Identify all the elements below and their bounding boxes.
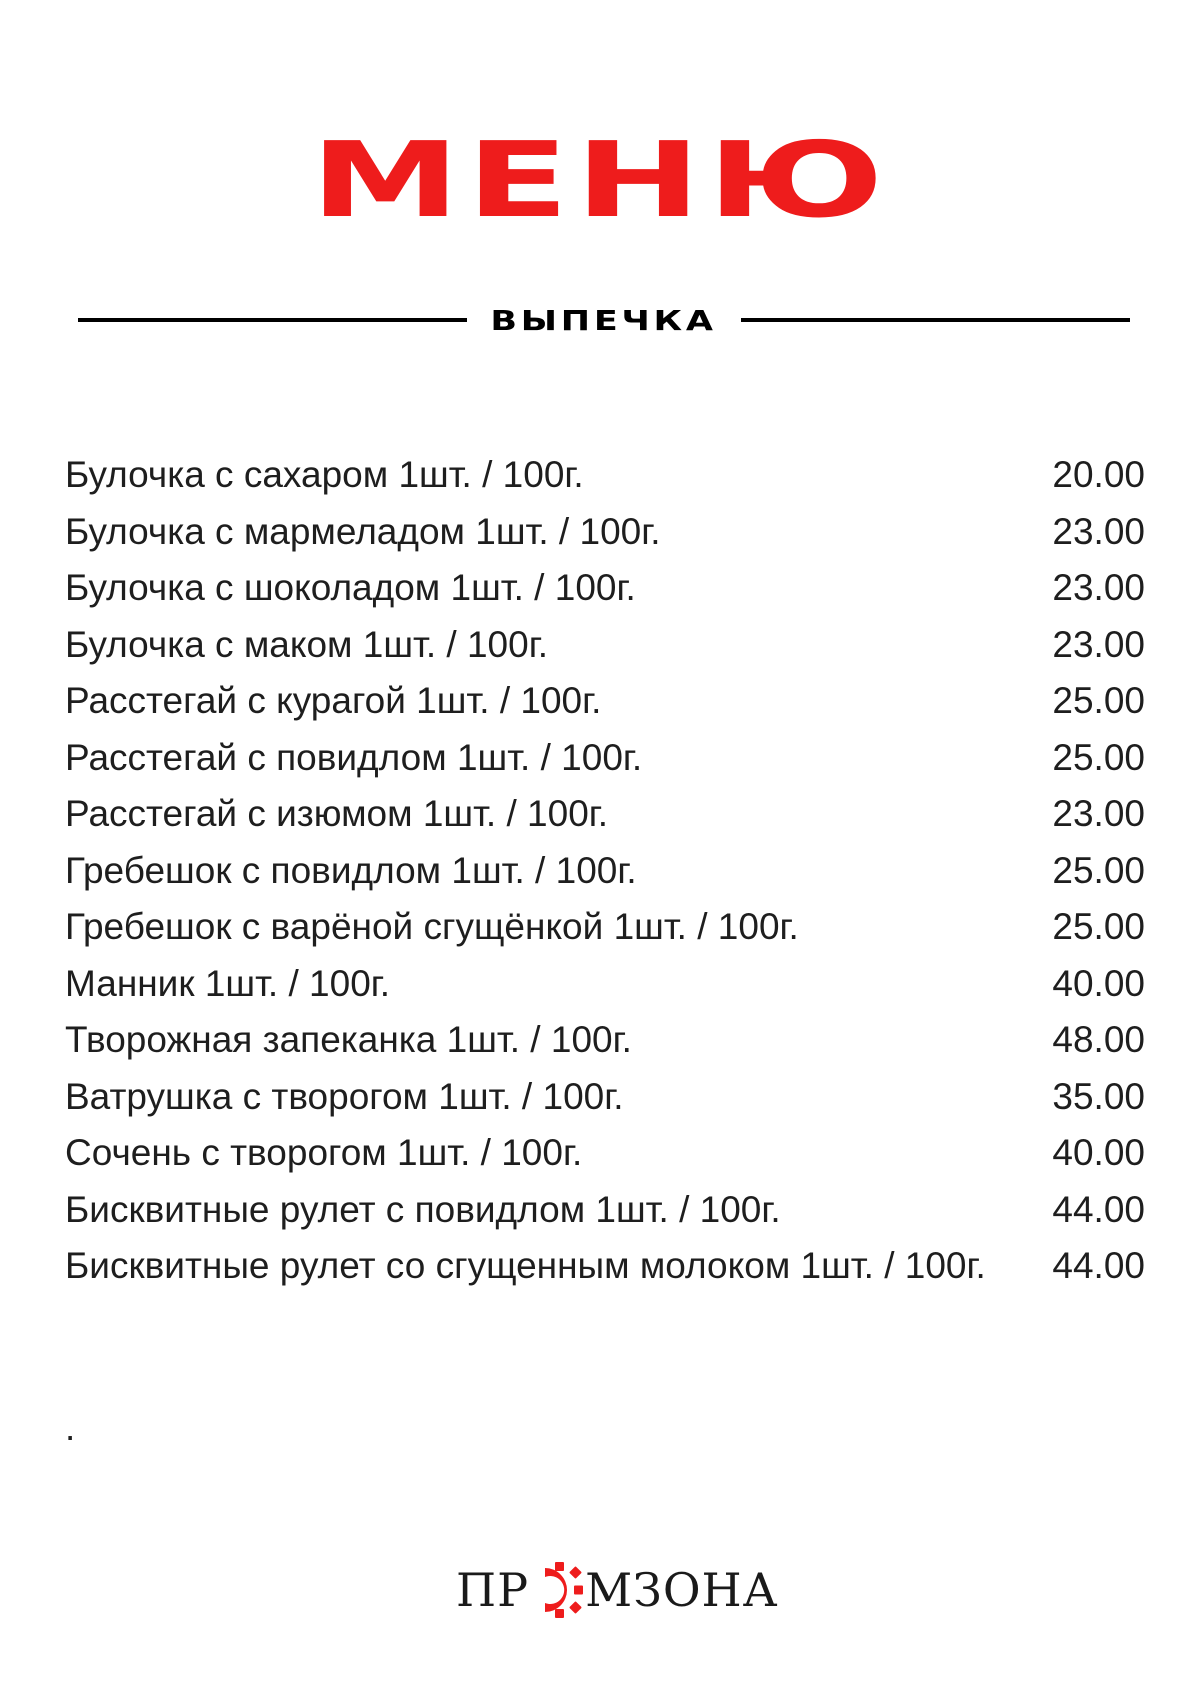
menu-item (65, 617, 1145, 674)
trailing-dot: . (65, 1407, 76, 1448)
menu-item (65, 1125, 1145, 1182)
item-price: 23.00 (1052, 510, 1145, 552)
item-price: 48.00 (1052, 1019, 1145, 1060)
item-name: Сочень с творогом 1шт. / 100г. (65, 1132, 583, 1173)
menu-item (65, 560, 1145, 617)
menu-item (65, 1069, 1145, 1126)
item-price: 44.00 (1052, 1245, 1145, 1286)
menu-item (65, 786, 1145, 843)
item-price: 40.00 (1052, 1132, 1145, 1173)
item-price: 44.00 (1052, 1188, 1145, 1230)
item-name: Гребешок с варёной сгущёнкой 1шт. / 100г. (65, 906, 799, 947)
item-name: Гребешок с повидлом 1шт. / 100г. (65, 849, 637, 891)
item-price: 25.00 (1052, 736, 1145, 778)
item-price: 40.00 (1052, 962, 1145, 1004)
item-price: 25.00 (1052, 906, 1145, 947)
item-name: Булочка с маком 1шт. / 100г. (65, 623, 548, 665)
item-name: Манник 1шт. / 100г. (65, 962, 391, 1004)
item-name: Бисквитные рулет с повидлом 1шт. / 100г. (65, 1188, 781, 1230)
item-price: 23.00 (1052, 567, 1145, 608)
menu-item (65, 1012, 1145, 1069)
item-name: Расстегай с повидлом 1шт. / 100г. (65, 736, 643, 778)
menu-title: МЕНЮ (310, 119, 890, 241)
promzona-logo (456, 1555, 779, 1625)
section-label: ВЫПЕЧКА (490, 303, 718, 337)
menu-item (65, 843, 1145, 900)
item-name: Расстегай с изюмом 1шт. / 100г. (65, 793, 609, 834)
gear-icon (531, 1560, 583, 1620)
menu-item (65, 1182, 1145, 1239)
item-name: Булочка с мармеладом 1шт. / 100г. (65, 510, 661, 552)
item-name: Творожная запеканка 1шт. / 100г. (65, 1019, 632, 1060)
logo-text-left: ПР (456, 1563, 530, 1617)
item-price: 20.00 (1052, 454, 1145, 495)
menu-item (65, 730, 1145, 787)
section-header (78, 300, 1130, 340)
menu-item (65, 956, 1145, 1013)
menu-item (65, 504, 1145, 561)
menu-item (65, 1238, 1145, 1295)
menu-item (65, 673, 1145, 730)
item-name: Расстегай с курагой 1шт. / 100г. (65, 680, 602, 721)
section-rule-right (741, 318, 1130, 322)
item-price: 35.00 (1052, 1075, 1145, 1117)
menu-item (65, 899, 1145, 956)
item-name: Ватрушка с творогом 1шт. / 100г. (65, 1075, 624, 1117)
item-name: Бисквитные рулет со сгущенным молоком 1шт. / 100г. (65, 1245, 986, 1286)
item-price: 23.00 (1052, 623, 1145, 665)
section-rule-left (78, 318, 467, 322)
item-name: Булочка с сахаром 1шт. / 100г. (65, 454, 584, 495)
item-price: 25.00 (1052, 849, 1145, 891)
item-name: Булочка с шоколадом 1шт. / 100г. (65, 567, 636, 608)
logo-text-right: МЗОНА (585, 1563, 779, 1617)
menu-item (65, 447, 1145, 504)
item-price: 25.00 (1052, 680, 1145, 721)
item-price: 23.00 (1052, 793, 1145, 834)
menu-list (65, 447, 1145, 1295)
